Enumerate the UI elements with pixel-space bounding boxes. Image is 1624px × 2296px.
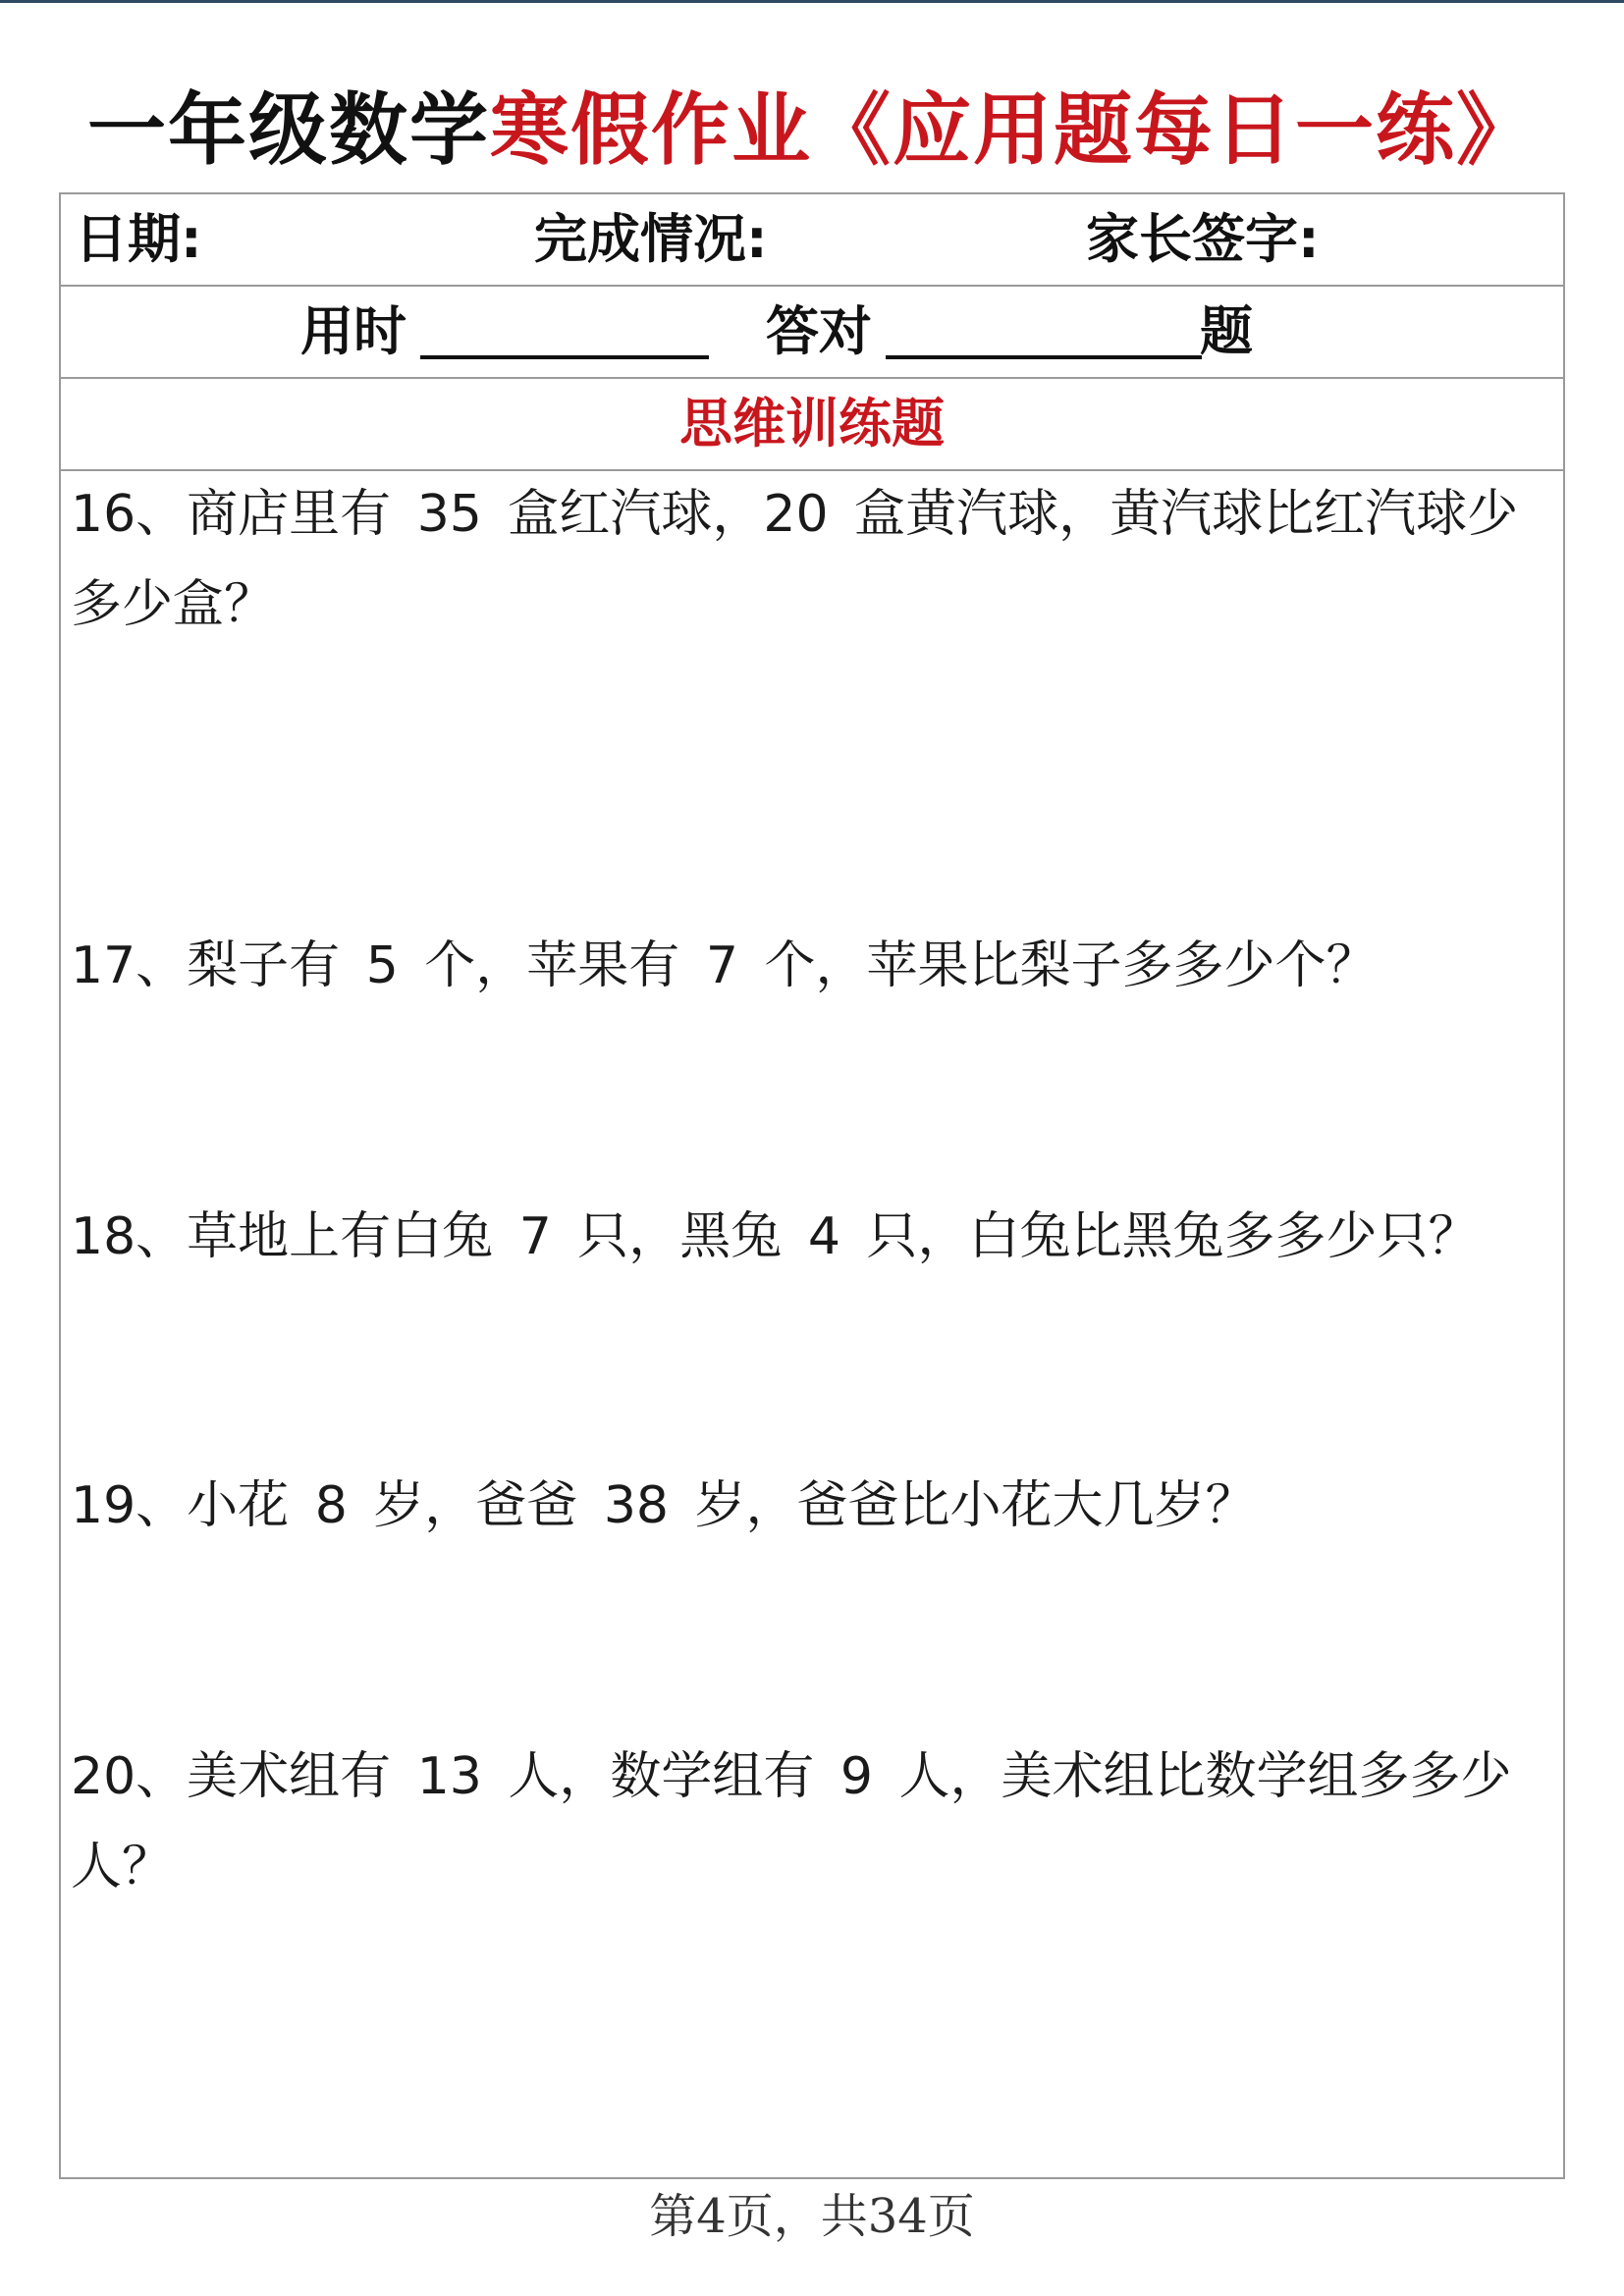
date-label: 日期: [75,208,202,270]
page-title [0,77,1624,185]
question-unit-label: 题 [1200,300,1253,362]
question-19: 19、小花 8 岁，爸爸 38 岁，爸爸比小花大几岁？ [71,1476,1257,1535]
header-row [61,194,1563,287]
section-row [61,379,1563,471]
time-label: 用时 [300,300,406,362]
title-homework-name: 寒假作业《应用题每日一练》 [490,84,1537,176]
parent-sign-label: 家长签字: [1086,208,1320,270]
question-18: 18、草地上有白兔 7 只，黑兔 4 只，白兔比黑兔多多少只？ [71,1207,1480,1266]
correct-blank[interactable] [886,355,1202,359]
fill-row [61,287,1563,379]
question-17: 17、梨子有 5 个，苹果有 7 个，苹果比梨子多多少个？ [71,936,1378,995]
correct-label: 答对 [766,300,872,362]
question-16: 16、商店里有 35 盒红汽球，20 盒黄汽球，黄汽球比红汽球少多少盒？ [71,485,1519,634]
worksheet-table [59,192,1565,2179]
section-title: 思维训练题 [679,393,945,454]
question-20: 20、美术组有 13 人，数学组有 9 人，美术组比数学组多多少人？ [71,1747,1512,1896]
time-blank[interactable] [420,355,709,359]
page-footer: 第4页，共34页 [649,2189,975,2244]
title-grade-subject: 一年级数学 [87,84,490,176]
status-label: 完成情况: [534,208,768,270]
top-rule [0,0,1624,3]
